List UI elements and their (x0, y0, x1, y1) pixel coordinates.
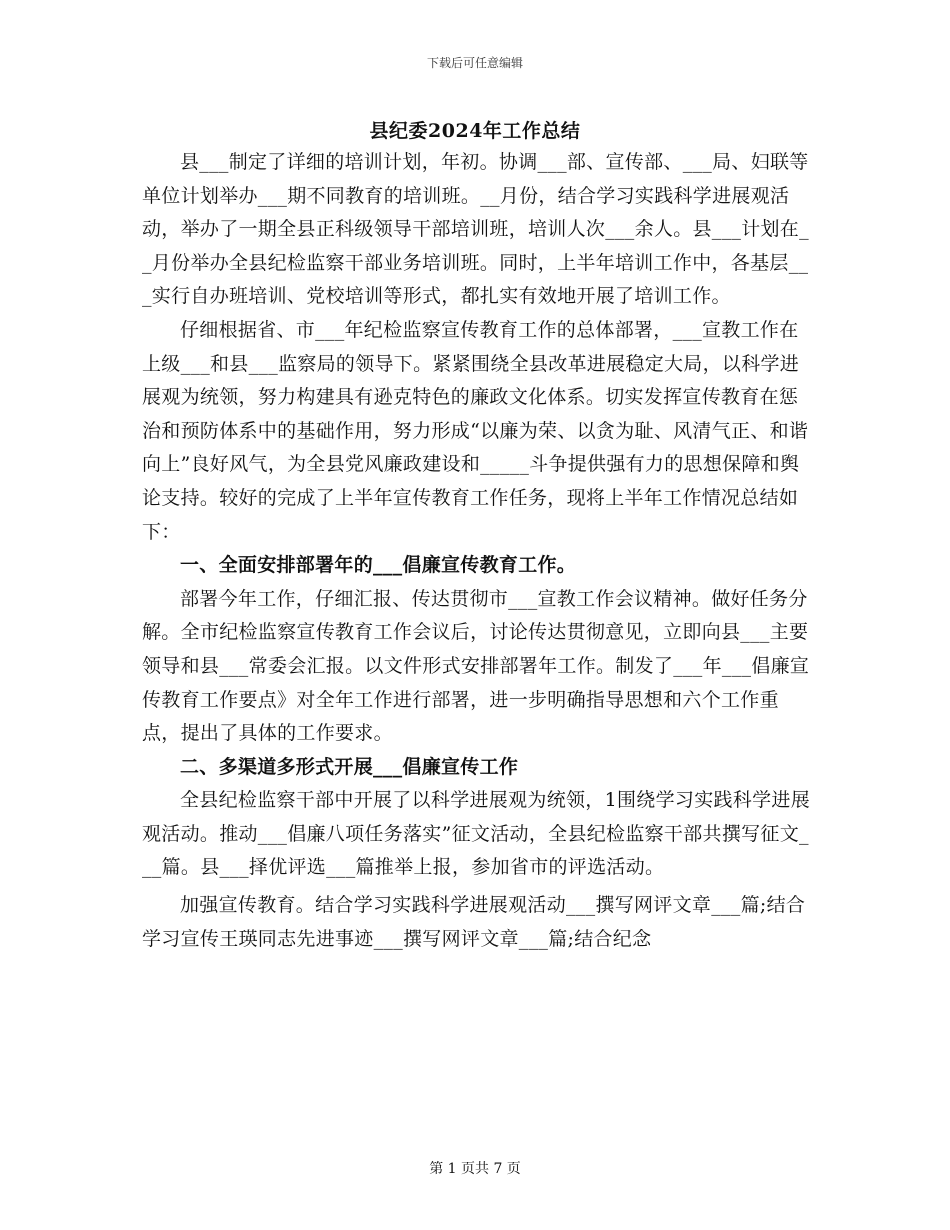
paragraph: 部署今年工作，仔细汇报、传达贯彻市___宣教工作会议精神。做好任务分解。全市纪检监察宣传教育工作会议后，讨论传达贯彻意见，立即向县___主要领导和县___常委会汇报。以文件形式安排部署年工作。制发了___年___倡廉宣传教育工作要点》对全年工作进行部署，进一步明确指导思想和六个工作重点，提出了具体的工作要求。 (142, 587, 810, 745)
paragraph: 加强宣传教育。结合学习实践科学进展观活动___撰写网评文章___篇;结合学习宣传王瑛同志先进事迹___撰写网评文章___篇;结合纪念 (142, 894, 806, 950)
paragraph: 全县纪检监察干部中开展了以科学进展观为统领，1围绕学习实践科学进展观活动。推动___倡廉八项任务落实”征文活动，全县纪检监察干部共撰写征文___篇。县___择优评选___篇推举上报，参加省市的评选活动。 (142, 789, 810, 879)
paragraph: 县___制定了详细的培训计划，年初。协调___部、宣传部、___局、妇联等单位计划举办___期不同教育的培训班。__月份，结合学习实践科学进展观活动，举办了一期全县正科级领导干部培训班，培训人次___余人。县___计划在__月份举办全县纪检监察干部业务培训班。同时，上半年培训工作中，各基层___实行自办班培训、党校培训等形式，都扎实有效地开展了培训工作。 (142, 151, 809, 308)
page-footer: 第 1 页共 7 页 (429, 1161, 521, 1177)
page-header: 下载后可任意编辑 (426, 56, 523, 70)
document-title: 县纪委2024年工作总结 (369, 120, 581, 142)
document-body (142, 146, 810, 956)
paragraph: 仔细根据省、市___年纪检监察宣传教育工作的总体部署，___宣教工作在上级___和县___监察局的领导下。紧紧围绕全县改革进展稳定大局，以科学进展观为统领，努力构建具有逊克特色的廉政文化体系。切实发挥宣传教育在惩治和预防体系中的基础作用，努力形成“以廉为荣、以贪为耻、风清气正、和谐向上”良好风气，为全县党风廉政建设和_____斗争提供强有力的思想保障和舆论支持。较好的完成了上半年宣传教育工作任务，现将上半年工作情况总结如下： (142, 318, 809, 543)
section-heading: 一、全面安排部署年的___倡廉宣传教育工作。 (180, 554, 577, 577)
section-heading: 二、多渠道多形式开展___倡廉宣传工作 (180, 755, 519, 778)
